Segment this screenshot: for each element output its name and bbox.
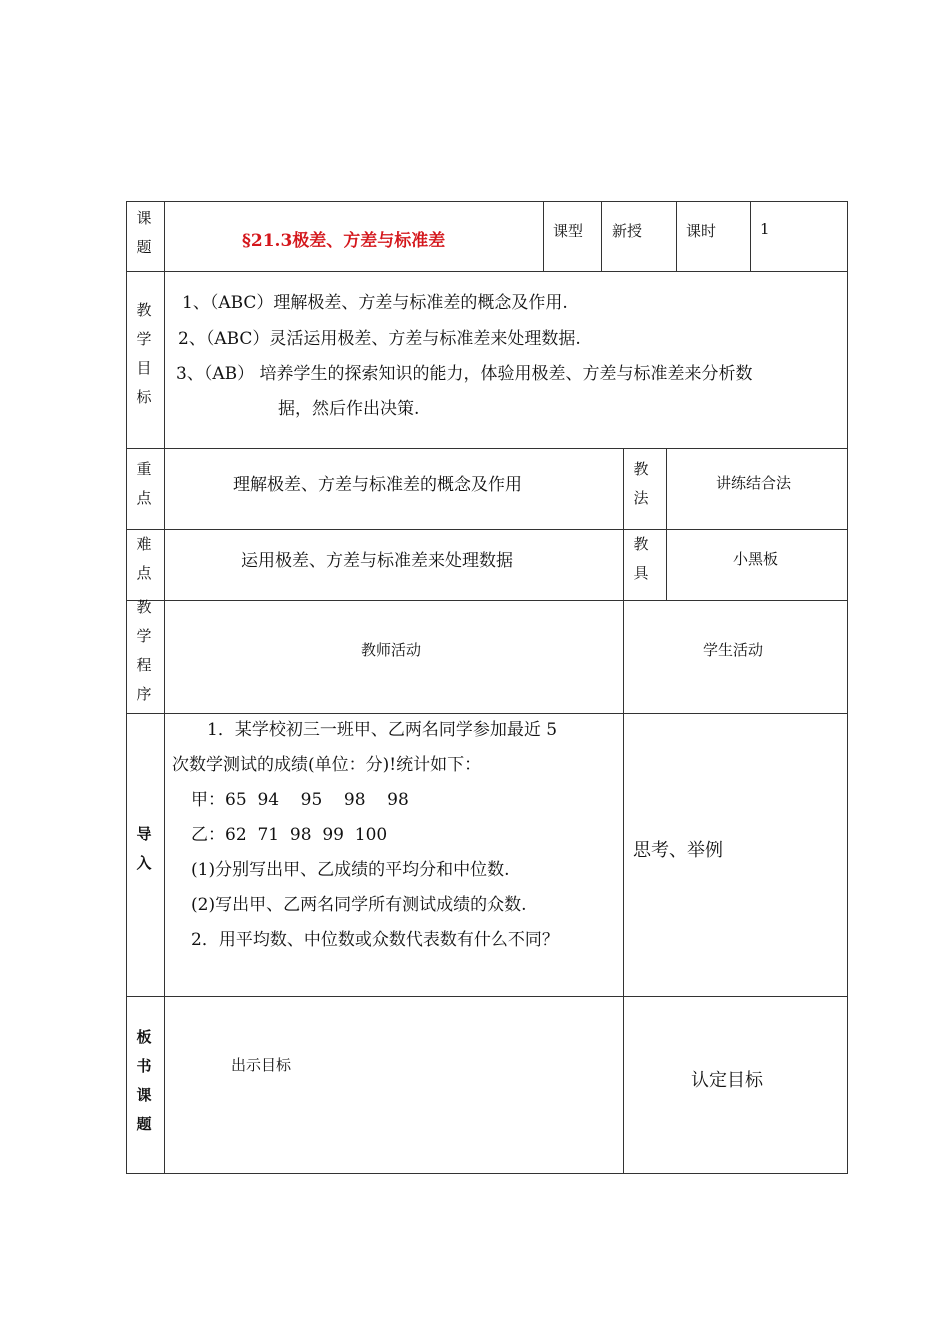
type-value: 新授 xyxy=(612,222,643,240)
intro-line-2: 次数学测试的成绩(单位：分)!统计如下： xyxy=(172,755,482,775)
intro-line-7: 2．用平均数、中位数或众数代表数有什么不同？ xyxy=(191,930,559,950)
difficulties-label: 难 点 xyxy=(136,535,152,582)
objective-item-1: 1、（ABC）理解极差、方差与标准差的概念及作用. xyxy=(182,293,568,313)
keypoints-label: 重 点 xyxy=(136,460,152,507)
intro-line-6: (2)写出甲、乙两名同学所有测试成绩的众数. xyxy=(191,895,527,915)
intro-label: 导 入 xyxy=(136,825,152,872)
objective-item-3: 3、（AB） 培养学生的探索知识的能力，体验用极差、方差与标准差来分析数 xyxy=(176,364,753,384)
period-label: 课时 xyxy=(686,222,717,240)
period-value: 1 xyxy=(760,220,770,238)
board-label: 板 书 课 题 xyxy=(136,1028,152,1133)
teacher-activity-header: 教师活动 xyxy=(361,641,422,659)
procedure-label: 教 学 程 序 xyxy=(136,598,152,703)
difficulties-text: 运用极差、方差与标准差来处理数据 xyxy=(241,551,513,571)
intro-line-1: 1．某学校初三一班甲、乙两名同学参加最近 5 xyxy=(207,720,558,740)
objectives-label: 教 学 目 标 xyxy=(136,301,152,406)
board-teacher-cell xyxy=(164,996,624,1174)
intro-line-4: 乙：62 71 98 99 100 xyxy=(191,825,388,845)
objective-item-2: 2、（ABC）灵活运用极差、方差与标准差来处理数据. xyxy=(178,329,581,349)
type-label: 课型 xyxy=(553,222,584,240)
intro-line-3: 甲：65 94 95 98 98 xyxy=(191,790,409,810)
tools-value: 小黑板 xyxy=(733,550,779,568)
board-teacher-text: 出示目标 xyxy=(231,1056,292,1074)
board-student-text: 认定目标 xyxy=(691,1070,763,1091)
lesson-title: §21.3极差、方差与标准差 xyxy=(242,231,446,251)
topic-label: 课 题 xyxy=(136,209,152,256)
method-value: 讲练结合法 xyxy=(716,474,792,492)
intro-student-text: 思考、举例 xyxy=(633,840,723,861)
student-activity-header: 学生活动 xyxy=(703,641,764,659)
keypoints-text: 理解极差、方差与标准差的概念及作用 xyxy=(233,475,522,495)
method-label: 教 法 xyxy=(633,460,649,507)
tools-label: 教 具 xyxy=(633,535,649,582)
intro-line-5: (1)分别写出甲、乙成绩的平均分和中位数. xyxy=(191,860,510,880)
objective-item-3-cont: 据，然后作出决策. xyxy=(278,399,420,419)
